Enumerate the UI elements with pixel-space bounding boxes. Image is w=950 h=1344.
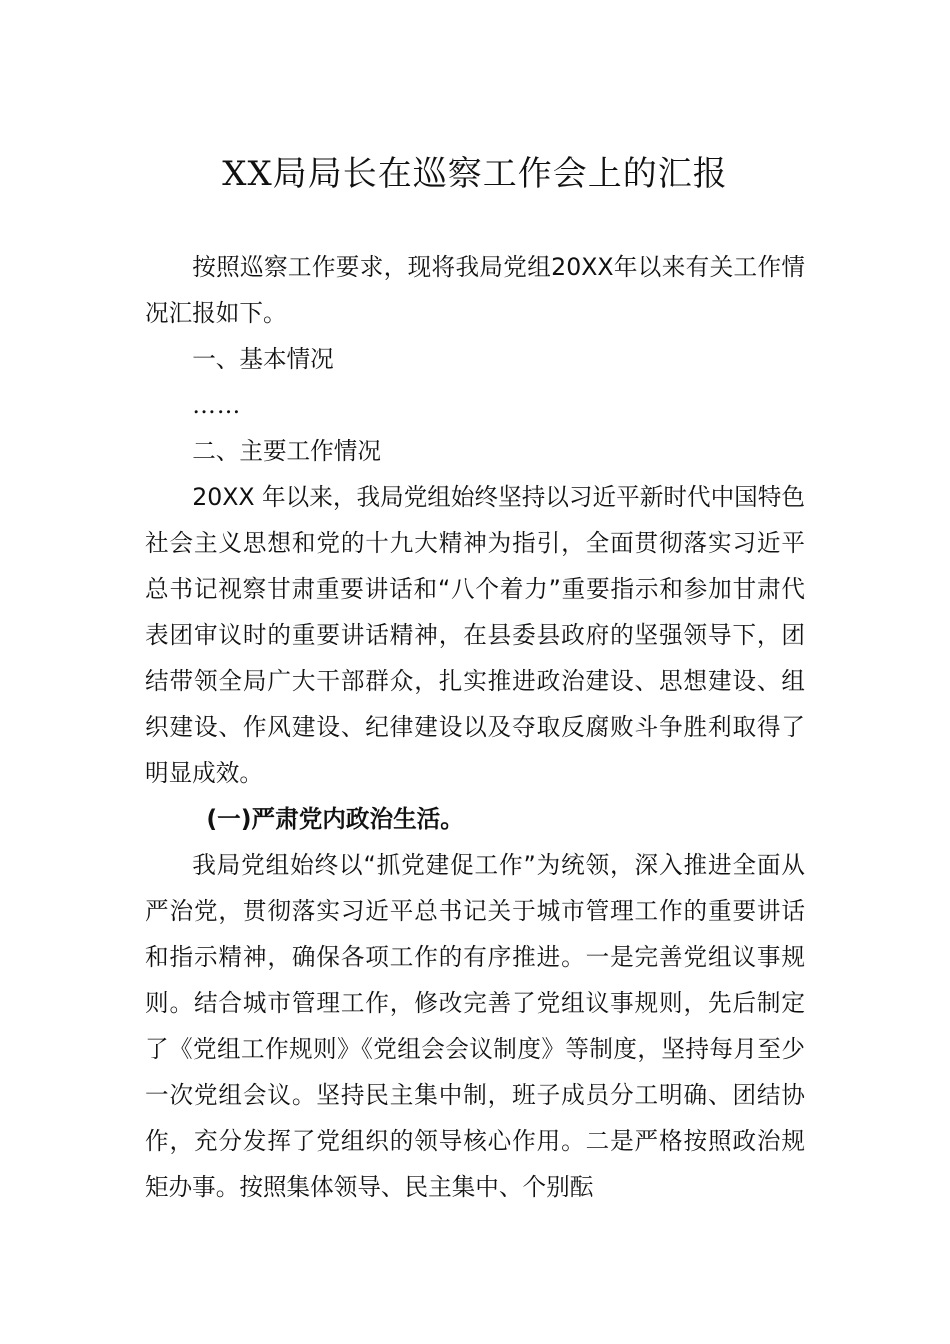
- section-heading-main-work: 二、主要工作情况: [192, 437, 381, 465]
- intro-paragraph: 按照巡察工作要求，现将我局党组20XX年以来有关工作情况汇报如下。: [145, 253, 805, 327]
- document-body: [145, 244, 805, 1210]
- omitted-content-ellipsis: ……: [192, 391, 242, 419]
- main-work-paragraph: 20XX 年以来，我局党组始终坚持以习近平新时代中国特色社会主义思想和党的十九大精神为指引，全面贯彻落实习近平总书记视察甘肃重要讲话和“八个着力”重要指示和参加甘肃代表团审议时的重要讲话精神，在县委县政府的坚强领导下，团结带领全局广大干部群众，扎实推进政治建设、思想建设、组织建设、作风建设、纪律建设以及夺取反腐败斗争胜利取得了明显成效。: [145, 483, 805, 787]
- document-title: XX局局长在巡察工作会上的汇报: [222, 154, 728, 194]
- political-life-paragraph: 我局党组始终以“抓党建促工作”为统领，深入推进全面从严治党，贯彻落实习近平总书记关于城市管理工作的重要讲话和指示精神，确保各项工作的有序推进。一是完善党组议事规则。结合城市管理工作，修改完善了党组议事规则，先后制定了《党组工作规则》《党组会会议制度》等制度，坚持每月至少一次党组会议。坚持民主集中制，班子成员分工明确、团结协作，充分发挥了党组织的领导核心作用。二是严格按照政治规矩办事。按照集体领导、民主集中、个别酝: [145, 851, 805, 1201]
- section-heading-basic-situation: 一、基本情况: [192, 345, 334, 373]
- subsection-heading-political-life: (一)严肃党内政治生活。: [206, 805, 464, 833]
